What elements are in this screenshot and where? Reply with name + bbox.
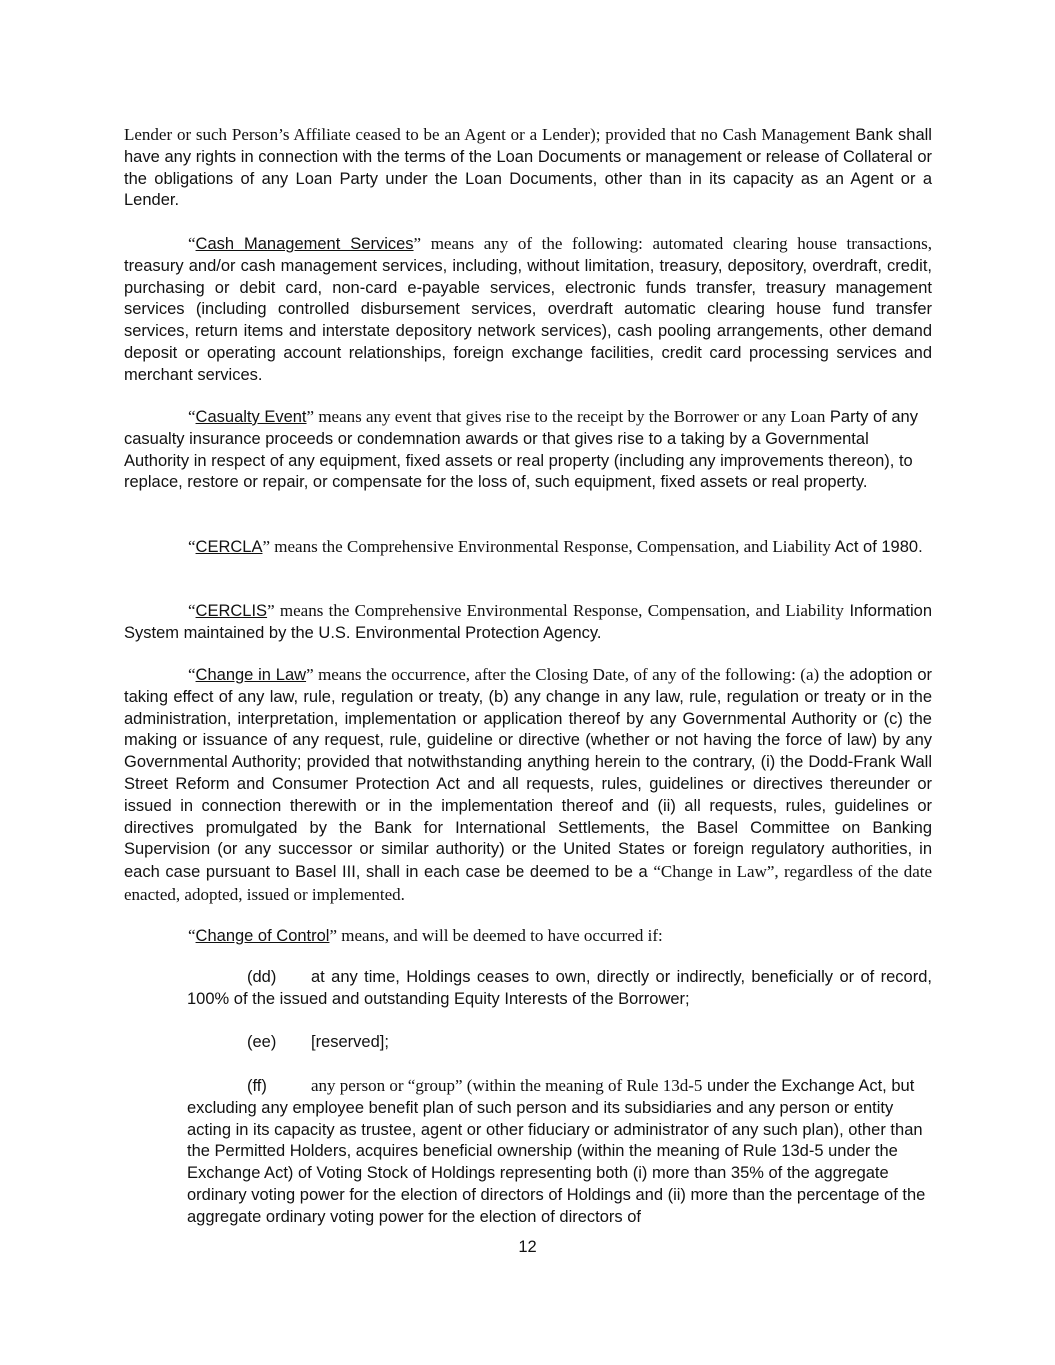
clause-label: (ee) [247,1033,277,1051]
cash-management-bank-continuation: Lender or such Person’s Affiliate ceased to be an Agent or a Lender); provided that no Cash Management Bank shall have any rights in connection with the terms of the Loan Documents or management or release of Collateral or the obligations of any Loan Party under the Loan Documents, other than in its capacity as an Agent or a Lender. [124,125,932,210]
defined-term: CERCLIS [195,602,268,620]
change-of-control-clause-ee: (ee) [reserved]; [187,1032,932,1054]
defined-term: Casualty Event [195,408,307,426]
definition-cash-management-services: “Cash Management Services” means any of the following: automated clearing house transactions, treasury and/or cash management services, including, without limitation, treasury, depository, overdraft, credit, purchasing or debit card, non-card e-payable services, electronic funds transfer, treasury management services (including controlled disbursement services, overdraft automatic clearing house fund transfer services, return items and interstate depository network services), cash pooling arrangements, other demand deposit or operating account relationships, foreign exchange facilities, credit card processing services and merchant services. [124,234,932,384]
defined-term: CERCLA [195,538,263,556]
definition-change-of-control: “Change of Control” means, and will be deemed to have occurred if: [188,926,663,945]
defined-term: Change in Law [195,666,307,684]
clause-label: (dd) [247,968,277,986]
defined-term: Cash Management Services [195,235,414,253]
page-number: 12 [518,1238,537,1256]
defined-term: Change of Control [195,927,330,945]
clause-label: (ff) [247,1077,267,1095]
definition-change-in-law: “Change in Law” means the occurrence, after the Closing Date, of any of the following: (a) the adoption or taking effect of any law, rule, regulation or treaty, (b) any change in any law, rule, regulation or treaty or in the administration, interpretation, implementation or application thereof by any Governmental Authority or (c) the making or issuance of any request, rule, guideline or directive (whether or not having the force of law) by any Governmental Authority; provided that notwithstanding anything herein to the contrary, (i) the Dodd-Frank Wall Street Reform and Consumer Protection Act and all requests, rules, guidelines or directives thereunder or issued in connection therewith or in the implementation thereof and (ii) all requests, rules, guidelines or directives promulgated by the Bank for International Settlements, the Basel Committee on Banking Supervision (or any successor or similar authority) or the United States or foreign regulatory authorities, in each case pursuant to Basel III, shall in each case be deemed to be a “Change in Law”, regardless of the date enacted, adopted, issued or implemented. [124,665,933,904]
change-of-control-clause-ff: (ff) any person or “group” (within the meaning of Rule 13d-5 under the Exchange Act, but excluding any employee benefit plan of such person and its subsidiaries and any person or entity acting in its capacity as trustee, agent or other fiduciary or administrator of any such plan), other than the Permitted Holders, acquires beneficial ownership (within the meaning of Rule 13d-5 under the Exchange Act) of Voting Stock of Holdings representing both (i) more than 35% of the aggregate ordinary voting power for the election of directors of Holdings and (ii) more than the percentage of the aggregate ordinary voting power for the election of directors of [187,1076,926,1226]
definition-cerclis: “CERCLIS” means the Comprehensive Environmental Response, Compensation, and Liability Information System maintained by the U.S. Environmental Protection Agency. [124,601,932,642]
definition-cercla: “CERCLA” means the Comprehensive Environmental Response, Compensation, and Liability Act of 1980. [188,537,923,556]
change-of-control-clause-dd: (dd) at any time, Holdings ceases to own, directly or indirectly, beneficially or of record, 100% of the issued and outstanding Equity Interests of the Borrower; [187,968,932,1008]
definition-casualty-event: “Casualty Event” means any event that gives rise to the receipt by the Borrower or any Loan Party of any casualty insurance proceeds or condemnation awards or that gives rise to a taking by a Governmental Authority in respect of any equipment, fixed assets or real property (including any improvements thereon), to replace, restore or repair, or compensate for the loss of, such equipment, fixed assets or real property. [124,407,918,492]
